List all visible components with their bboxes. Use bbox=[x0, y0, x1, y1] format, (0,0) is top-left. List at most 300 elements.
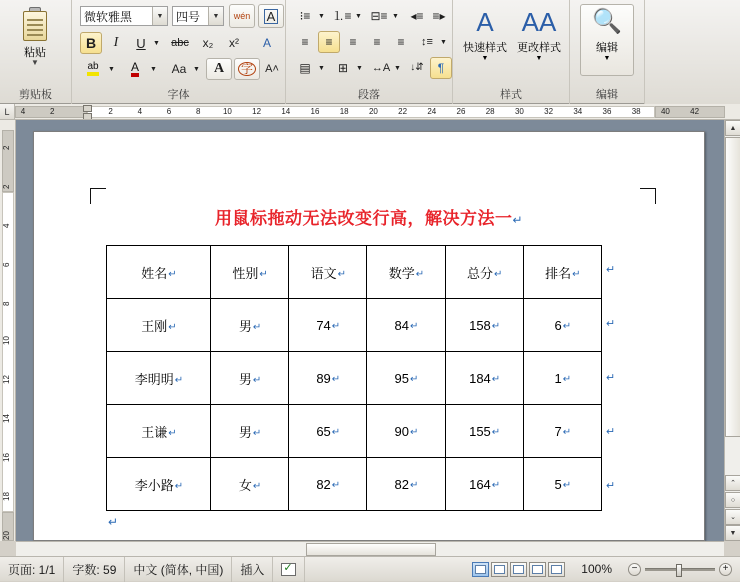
zoom-in-icon: + bbox=[722, 563, 729, 574]
underline-icon: U bbox=[136, 35, 146, 51]
view-buttons[interactable] bbox=[464, 557, 573, 582]
table-cell[interactable] bbox=[210, 405, 288, 458]
table-header-cell[interactable] bbox=[210, 246, 288, 299]
cell-paragraph-mark: ↵ bbox=[409, 426, 419, 438]
left-indent-marker[interactable] bbox=[83, 113, 92, 120]
cell-text: 王刚 bbox=[141, 318, 168, 334]
shading-dropdown[interactable]: ▼ bbox=[318, 64, 325, 72]
select-browse-object-button[interactable] bbox=[725, 492, 740, 508]
sort-icon: ↓⇵ bbox=[410, 62, 424, 73]
vruler-tick-label: 12 bbox=[2, 375, 11, 384]
superscript-button[interactable] bbox=[222, 32, 246, 54]
superscript-icon: x² bbox=[229, 36, 239, 50]
horizontal-scrollbar[interactable] bbox=[16, 541, 724, 556]
cell-paragraph-mark: ↵ bbox=[493, 268, 503, 280]
phonetic-guide-button[interactable] bbox=[229, 4, 255, 28]
increase-indent-button[interactable] bbox=[428, 5, 450, 27]
italic-icon: I bbox=[113, 35, 119, 50]
table-cell[interactable] bbox=[289, 405, 367, 458]
previous-page-icon: ⌃ bbox=[730, 480, 736, 487]
row-end-mark: ↵ bbox=[606, 372, 616, 384]
ribbon bbox=[0, 0, 740, 104]
change-case-icon: Aa bbox=[171, 62, 187, 76]
cell-content bbox=[395, 477, 418, 492]
cell-text: 155 bbox=[469, 423, 491, 439]
font-name-value: 微软雅黑 bbox=[84, 9, 133, 24]
font-color-dropdown[interactable]: ▼ bbox=[150, 65, 157, 73]
cell-paragraph-mark: ↵ bbox=[252, 427, 262, 439]
next-page-button[interactable] bbox=[725, 509, 740, 525]
align-left-icon: ≡ bbox=[301, 35, 309, 49]
group-label-clipboard: 剪贴板 bbox=[19, 89, 52, 101]
cell-content bbox=[395, 424, 418, 439]
hruler-tick-label: 16 bbox=[310, 107, 320, 116]
cell-content bbox=[232, 263, 266, 282]
group-label-paragraph: 段落 bbox=[358, 89, 380, 101]
cell-paragraph-mark: ↵ bbox=[259, 268, 268, 280]
borders-dropdown[interactable]: ▼ bbox=[356, 64, 363, 72]
bullets-button[interactable] bbox=[294, 5, 316, 27]
vruler-tick-label: 4 bbox=[2, 223, 11, 228]
table-cell[interactable] bbox=[289, 458, 367, 511]
text-highlight-effects-button[interactable] bbox=[252, 32, 282, 54]
vruler-tick-label: 10 bbox=[2, 336, 11, 345]
enclose-character-button[interactable] bbox=[234, 58, 260, 80]
cell-paragraph-mark: ↵ bbox=[562, 479, 572, 491]
change-styles-label: 更改样式 bbox=[517, 42, 561, 54]
change-case-button[interactable] bbox=[165, 58, 193, 80]
cell-text: 男 bbox=[238, 318, 252, 334]
table-cell[interactable] bbox=[523, 405, 601, 458]
cell-text: 184 bbox=[469, 370, 491, 386]
borders-button[interactable] bbox=[332, 57, 354, 79]
font-size-value: 四号 bbox=[176, 9, 201, 24]
cell-content bbox=[555, 477, 571, 492]
tab-stop-selector[interactable] bbox=[0, 104, 15, 120]
table-cell[interactable] bbox=[523, 299, 601, 352]
font-color-icon: A bbox=[131, 61, 139, 77]
quick-styles-icon: A bbox=[476, 7, 494, 37]
bold-button[interactable] bbox=[80, 32, 102, 54]
cell-text: 89 bbox=[316, 370, 331, 386]
editing-caret-icon[interactable]: ▼ bbox=[603, 55, 611, 62]
shading-button[interactable] bbox=[294, 57, 316, 79]
margin-crop-mark-top-right bbox=[640, 188, 656, 204]
cell-text: 李明明 bbox=[134, 371, 174, 387]
cell-content bbox=[316, 371, 339, 386]
cell-content bbox=[389, 263, 423, 282]
cell-text: 7 bbox=[554, 423, 562, 439]
hruler-tick-label: 32 bbox=[544, 107, 554, 116]
quick-styles-caret-icon[interactable]: ▼ bbox=[481, 55, 489, 62]
subscript-icon: x₂ bbox=[202, 36, 214, 50]
text-direction-dropdown[interactable]: ▼ bbox=[394, 64, 401, 72]
strikethrough-icon: abc bbox=[171, 36, 189, 49]
table-cell[interactable] bbox=[210, 458, 288, 511]
status-language[interactable] bbox=[125, 557, 232, 582]
vruler-tick-label: 18 bbox=[2, 492, 11, 501]
cell-paragraph-mark: ↵ bbox=[491, 373, 501, 385]
title-paragraph-mark: ↵ bbox=[512, 213, 524, 227]
print-layout-view-button[interactable] bbox=[472, 562, 489, 577]
previous-page-button[interactable] bbox=[725, 475, 740, 491]
cell-text: 95 bbox=[394, 370, 409, 386]
grades-table[interactable] bbox=[106, 245, 602, 511]
cell-content bbox=[555, 371, 571, 386]
chevron-down-icon[interactable]: ▼ bbox=[208, 7, 223, 25]
cell-paragraph-mark: ↵ bbox=[331, 479, 341, 491]
font-color-button[interactable] bbox=[122, 58, 148, 80]
subscript-button[interactable] bbox=[196, 32, 220, 54]
table-header-cell[interactable] bbox=[445, 246, 523, 299]
table-row[interactable] bbox=[107, 246, 602, 299]
table-cell[interactable] bbox=[210, 352, 288, 405]
table-header-cell[interactable] bbox=[367, 246, 445, 299]
paste-caret-icon[interactable]: ▼ bbox=[31, 58, 39, 67]
zoom-level-label: 100% bbox=[581, 562, 612, 576]
increase-indent-icon: ≡▸ bbox=[432, 9, 446, 23]
cell-content bbox=[135, 369, 182, 388]
table-row[interactable] bbox=[107, 405, 602, 458]
grow-font-icon: A˄ bbox=[265, 62, 279, 75]
ribbon-empty-area bbox=[645, 0, 740, 104]
change-styles-icon: AA bbox=[521, 7, 557, 37]
cell-text: 性别 bbox=[232, 265, 259, 281]
ribbon-group-styles bbox=[453, 0, 570, 104]
cell-paragraph-mark: ↵ bbox=[491, 479, 501, 491]
vertical-scrollbar[interactable] bbox=[724, 120, 740, 541]
justify-button[interactable] bbox=[366, 31, 388, 53]
vruler-tick-label: 2 bbox=[2, 184, 11, 189]
distribute-icon: ≡ bbox=[397, 35, 405, 49]
cell-text: 5 bbox=[554, 476, 562, 492]
cell-paragraph-mark: ↵ bbox=[252, 321, 262, 333]
change-styles-caret-icon[interactable]: ▼ bbox=[535, 55, 543, 62]
character-border-button[interactable] bbox=[258, 4, 284, 28]
hruler-tick-label: 22 bbox=[398, 107, 408, 116]
align-center-button[interactable] bbox=[318, 31, 340, 53]
grow-shrink-font-button[interactable] bbox=[262, 58, 282, 80]
hruler-tick-label: 36 bbox=[602, 107, 612, 116]
table-cell[interactable] bbox=[445, 458, 523, 511]
bold-serif-icon: A bbox=[213, 61, 225, 76]
group-label-font: 字体 bbox=[167, 89, 190, 101]
horizontal-ruler[interactable] bbox=[0, 104, 740, 120]
numbering-icon: ⒈≡ bbox=[332, 9, 352, 23]
status-language-label: 中文 (简体, 中国) bbox=[133, 562, 224, 577]
hruler-tick-label: 24 bbox=[427, 107, 437, 116]
cell-text: 姓名 bbox=[141, 265, 168, 281]
phonetic-icon: wén bbox=[233, 10, 251, 21]
cell-content bbox=[395, 371, 418, 386]
document-page[interactable] bbox=[33, 131, 705, 541]
cell-content bbox=[239, 422, 260, 441]
underline-dropdown[interactable]: ▼ bbox=[153, 39, 160, 47]
numbering-button[interactable] bbox=[331, 5, 353, 27]
proofing-errors-icon bbox=[281, 563, 296, 576]
align-right-icon: ≡ bbox=[349, 35, 357, 49]
text-direction-icon: ↔A bbox=[371, 61, 391, 74]
cell-text: 男 bbox=[238, 371, 252, 387]
cell-text: 总分 bbox=[466, 265, 493, 281]
cell-content bbox=[239, 316, 260, 335]
cell-content bbox=[239, 475, 260, 494]
table-cell[interactable] bbox=[289, 299, 367, 352]
zoom-slider[interactable] bbox=[620, 557, 740, 582]
status-page[interactable] bbox=[0, 557, 64, 582]
scroll-down-icon: ▼ bbox=[729, 529, 737, 537]
change-case-dropdown[interactable]: ▼ bbox=[193, 65, 200, 73]
status-words-label: 字数: 59 bbox=[72, 562, 117, 577]
cell-content bbox=[141, 422, 175, 441]
vertical-ruler[interactable] bbox=[0, 120, 16, 541]
table-row[interactable] bbox=[107, 352, 602, 405]
multilevel-list-button[interactable] bbox=[368, 5, 390, 27]
ribbon-group-paragraph bbox=[286, 0, 453, 104]
zoom-in-button[interactable] bbox=[719, 563, 732, 576]
draft-view-button[interactable] bbox=[548, 562, 565, 577]
quick-styles-label: 快速样式 bbox=[463, 42, 507, 54]
numbering-dropdown[interactable]: ▼ bbox=[355, 12, 362, 20]
cell-content bbox=[141, 316, 175, 335]
select-object-icon: ○ bbox=[730, 496, 736, 504]
zoom-slider-track[interactable] bbox=[645, 568, 715, 571]
bold-icon: B bbox=[85, 35, 97, 51]
horizontal-scroll-thumb[interactable] bbox=[306, 543, 436, 556]
zoom-out-button[interactable] bbox=[628, 563, 641, 576]
ribbon-group-clipboard bbox=[0, 0, 72, 104]
full-screen-reading-view-button[interactable] bbox=[491, 562, 508, 577]
cell-text: 82 bbox=[316, 476, 331, 492]
scroll-up-button[interactable] bbox=[725, 120, 740, 136]
vruler-tick-label: 20 bbox=[2, 531, 11, 540]
hruler-tick-label: 14 bbox=[281, 107, 291, 116]
cell-paragraph-mark: ↵ bbox=[252, 374, 262, 386]
cell-paragraph-mark: ↵ bbox=[409, 320, 419, 332]
hruler-tick-label: 6 bbox=[166, 107, 172, 116]
chevron-down-icon[interactable]: ▼ bbox=[152, 7, 167, 25]
vruler-tick-label: 8 bbox=[2, 301, 11, 306]
paste-button[interactable] bbox=[8, 4, 62, 76]
table-header-cell[interactable] bbox=[107, 246, 211, 299]
bullets-dropdown[interactable]: ▼ bbox=[318, 12, 325, 20]
quick-styles-button[interactable] bbox=[459, 4, 511, 78]
cell-content bbox=[316, 477, 339, 492]
table-cell[interactable] bbox=[367, 352, 445, 405]
cell-content bbox=[469, 424, 499, 439]
font-name-combo[interactable] bbox=[80, 6, 168, 26]
table-cell[interactable] bbox=[210, 299, 288, 352]
document-title-text: 用鼠标拖动无法改变行高，解决方法一 bbox=[214, 209, 513, 228]
cell-content bbox=[469, 318, 499, 333]
change-styles-button[interactable] bbox=[513, 4, 565, 78]
cell-content bbox=[239, 369, 260, 388]
sort-button[interactable] bbox=[406, 57, 428, 79]
distribute-button[interactable] bbox=[390, 31, 412, 53]
table-cell[interactable] bbox=[367, 458, 445, 511]
web-layout-view-button[interactable] bbox=[510, 562, 527, 577]
cell-text: 数学 bbox=[388, 265, 415, 281]
table-cell[interactable] bbox=[367, 299, 445, 352]
italic-button[interactable] bbox=[105, 32, 127, 54]
cell-text: 李小路 bbox=[134, 477, 174, 493]
underline-button[interactable] bbox=[130, 32, 152, 54]
char-border-icon: A bbox=[264, 9, 279, 24]
row-end-mark: ↵ bbox=[606, 264, 616, 276]
first-line-indent-marker[interactable] bbox=[83, 105, 92, 112]
cell-paragraph-mark: ↵ bbox=[491, 320, 501, 332]
table-row[interactable] bbox=[107, 299, 602, 352]
cell-paragraph-mark: ↵ bbox=[174, 374, 184, 386]
hruler-tick-label: 34 bbox=[573, 107, 583, 116]
show-formatting-marks-button[interactable] bbox=[430, 57, 452, 79]
cell-content bbox=[316, 424, 339, 439]
multilevel-dropdown[interactable]: ▼ bbox=[392, 12, 399, 20]
next-page-icon: ⌄ bbox=[730, 514, 736, 521]
cell-content bbox=[469, 371, 499, 386]
cell-content bbox=[395, 318, 418, 333]
row-end-mark: ↵ bbox=[606, 318, 616, 330]
tab-stop-label: L bbox=[4, 107, 10, 117]
cell-content bbox=[545, 263, 579, 282]
line-spacing-dropdown[interactable]: ▼ bbox=[440, 38, 447, 46]
editing-label: 编辑 bbox=[596, 42, 618, 54]
cell-text: 语文 bbox=[310, 265, 337, 281]
vruler-top-margin bbox=[2, 130, 14, 192]
cell-paragraph-mark: ↵ bbox=[491, 426, 501, 438]
hruler-tick-label: 18 bbox=[339, 107, 349, 116]
table-cell[interactable] bbox=[107, 352, 211, 405]
hruler-tick-label: 4 bbox=[20, 107, 26, 116]
table-cell[interactable] bbox=[445, 299, 523, 352]
outline-view-button[interactable] bbox=[529, 562, 546, 577]
table-cell[interactable] bbox=[445, 352, 523, 405]
strikethrough-button[interactable] bbox=[167, 32, 193, 54]
ribbon-group-editing bbox=[570, 0, 645, 104]
hruler-tick-label: 4 bbox=[137, 107, 143, 116]
cell-content bbox=[141, 263, 175, 282]
multilevel-list-icon: ⊟≡ bbox=[370, 9, 388, 23]
hruler-tick-label: 30 bbox=[514, 107, 524, 116]
table-cell[interactable] bbox=[107, 299, 211, 352]
table-header-cell[interactable] bbox=[523, 246, 601, 299]
text-highlight-color-button[interactable] bbox=[80, 58, 106, 80]
margin-crop-mark-top-left bbox=[90, 188, 106, 204]
cell-paragraph-mark: ↵ bbox=[337, 268, 346, 280]
group-label-styles: 样式 bbox=[500, 89, 522, 101]
binoculars-icon: 🔍 bbox=[592, 8, 622, 35]
cell-text: 女 bbox=[238, 477, 252, 493]
vruler-tick-label: 2 bbox=[2, 145, 11, 150]
zoom-level[interactable] bbox=[573, 557, 620, 582]
line-spacing-icon: ↕≡ bbox=[421, 35, 433, 48]
vruler-text-area bbox=[2, 192, 14, 512]
cell-text: 158 bbox=[469, 317, 491, 333]
paste-label: 粘贴 bbox=[24, 47, 46, 59]
row-end-mark: ↵ bbox=[606, 480, 616, 492]
status-bar bbox=[0, 556, 740, 581]
hruler-tick-label: 2 bbox=[49, 107, 55, 116]
table-header-cell[interactable] bbox=[289, 246, 367, 299]
table-cell[interactable] bbox=[107, 405, 211, 458]
cell-text: 90 bbox=[394, 423, 409, 439]
vruler-tick-label: 6 bbox=[2, 262, 11, 267]
group-label-editing: 编辑 bbox=[596, 89, 618, 101]
enclose-char-icon: 字 bbox=[238, 62, 256, 76]
align-left-button[interactable] bbox=[294, 31, 316, 53]
status-words[interactable] bbox=[64, 557, 125, 582]
justify-icon: ≡ bbox=[373, 35, 381, 49]
status-proofing[interactable] bbox=[273, 557, 305, 582]
table-cell[interactable] bbox=[367, 405, 445, 458]
scroll-down-button[interactable] bbox=[725, 525, 740, 541]
borders-icon: ⊞ bbox=[337, 61, 349, 75]
hruler-tick-label: 10 bbox=[222, 107, 232, 116]
table-cell[interactable] bbox=[523, 352, 601, 405]
hruler-tick-label: 28 bbox=[485, 107, 495, 116]
cell-content bbox=[311, 263, 345, 282]
status-insert-mode[interactable] bbox=[232, 557, 273, 582]
hruler-tick-label: 20 bbox=[368, 107, 378, 116]
cell-paragraph-mark: ↵ bbox=[331, 373, 341, 385]
cell-text: 1 bbox=[554, 370, 562, 386]
highlight-icon: ab bbox=[87, 62, 98, 76]
cell-text: 74 bbox=[316, 317, 331, 333]
highlight-dropdown[interactable]: ▼ bbox=[108, 65, 115, 73]
cell-text: 排名 bbox=[545, 265, 572, 281]
bold-outline-button[interactable] bbox=[206, 58, 232, 80]
cell-paragraph-mark: ↵ bbox=[168, 427, 177, 439]
cell-paragraph-mark: ↵ bbox=[572, 268, 581, 280]
table-cell[interactable] bbox=[107, 458, 211, 511]
decrease-indent-button[interactable] bbox=[406, 5, 428, 27]
editing-button[interactable] bbox=[580, 4, 634, 76]
cell-content bbox=[469, 477, 499, 492]
cell-paragraph-mark: ↵ bbox=[252, 480, 262, 492]
cell-content bbox=[467, 263, 501, 282]
status-insert-label: 插入 bbox=[240, 562, 265, 577]
status-page-label: 页面: 1/1 bbox=[8, 562, 56, 577]
table-row[interactable] bbox=[107, 458, 602, 511]
cell-paragraph-mark: ↵ bbox=[168, 268, 177, 280]
line-spacing-button[interactable] bbox=[416, 31, 438, 53]
cell-text: 王谦 bbox=[141, 424, 168, 440]
cell-paragraph-mark: ↵ bbox=[409, 479, 419, 491]
hruler-tick-label: 8 bbox=[195, 107, 201, 116]
cell-text: 164 bbox=[469, 476, 491, 492]
cell-text: 65 bbox=[316, 423, 331, 439]
vertical-scroll-thumb[interactable] bbox=[725, 137, 740, 437]
text-direction-button[interactable] bbox=[370, 57, 392, 79]
bullets-icon: ⁝≡ bbox=[299, 9, 311, 23]
cell-paragraph-mark: ↵ bbox=[409, 373, 419, 385]
hruler-tick-label: 12 bbox=[252, 107, 262, 116]
align-right-button[interactable] bbox=[342, 31, 364, 53]
document-area[interactable] bbox=[16, 120, 724, 541]
cell-content bbox=[555, 424, 571, 439]
table-cell[interactable] bbox=[289, 352, 367, 405]
table-cell[interactable] bbox=[523, 458, 601, 511]
cell-content bbox=[316, 318, 339, 333]
document-end-paragraph-mark: ↵ bbox=[108, 515, 119, 529]
cell-paragraph-mark: ↵ bbox=[174, 480, 184, 492]
font-size-combo[interactable] bbox=[172, 6, 224, 26]
table-cell[interactable] bbox=[445, 405, 523, 458]
cell-paragraph-mark: ↵ bbox=[562, 320, 572, 332]
vruler-tick-label: 14 bbox=[2, 414, 11, 423]
zoom-slider-thumb[interactable] bbox=[676, 564, 682, 577]
cell-text: 84 bbox=[394, 317, 409, 333]
